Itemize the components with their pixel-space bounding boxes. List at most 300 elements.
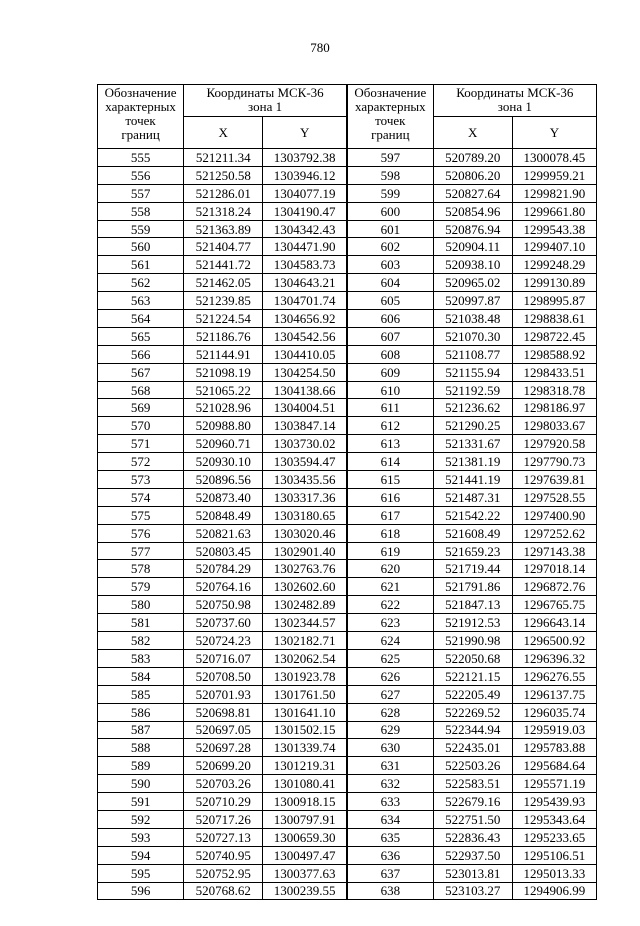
table-row [98, 882, 597, 900]
point-id-cell: 556 [98, 166, 184, 184]
header-coordinates-left [184, 85, 347, 117]
point-id-cell: 589 [98, 757, 184, 775]
point-id-cell: 624 [347, 632, 433, 650]
y-coord-cell: 1296872.76 [512, 578, 596, 596]
y-coord-cell: 1303180.65 [263, 506, 347, 524]
x-coord-cell: 522751.50 [433, 810, 512, 828]
point-id-cell: 583 [98, 649, 184, 667]
point-id-cell: 637 [347, 864, 433, 882]
point-id-cell: 604 [347, 274, 433, 292]
x-coord-cell: 520827.64 [433, 184, 512, 202]
header-text: Координаты МСК-36 [456, 85, 574, 100]
y-coord-cell: 1295233.65 [512, 828, 596, 846]
x-coord-cell: 523103.27 [433, 882, 512, 900]
x-coord-cell: 520873.40 [184, 488, 263, 506]
y-coord-cell: 1304583.73 [263, 256, 347, 274]
x-coord-cell: 520960.71 [184, 435, 263, 453]
point-id-cell: 593 [98, 828, 184, 846]
point-id-cell: 555 [98, 149, 184, 167]
x-coord-cell: 521363.89 [184, 220, 263, 238]
point-id-cell: 638 [347, 882, 433, 900]
x-coord-cell: 522503.26 [433, 757, 512, 775]
y-coord-cell: 1302901.40 [263, 542, 347, 560]
point-id-cell: 591 [98, 793, 184, 811]
x-coord-cell: 522836.43 [433, 828, 512, 846]
x-coord-cell: 522269.52 [433, 703, 512, 721]
y-coord-cell: 1294906.99 [512, 882, 596, 900]
point-id-cell: 597 [347, 149, 433, 167]
point-id-cell: 596 [98, 882, 184, 900]
y-coord-cell: 1301339.74 [263, 739, 347, 757]
x-coord-cell: 520698.81 [184, 703, 263, 721]
header-text: границ [371, 127, 410, 142]
point-id-cell: 616 [347, 488, 433, 506]
x-coord-cell: 520710.29 [184, 793, 263, 811]
y-coord-cell: 1302763.76 [263, 560, 347, 578]
table-row [98, 864, 597, 882]
x-coord-cell: 521381.19 [433, 453, 512, 471]
point-id-cell: 567 [98, 363, 184, 381]
table-row [98, 417, 597, 435]
x-coord-cell: 522679.16 [433, 793, 512, 811]
y-coord-cell: 1297790.73 [512, 453, 596, 471]
x-coord-cell: 520737.60 [184, 614, 263, 632]
point-id-cell: 630 [347, 739, 433, 757]
x-coord-cell: 522050.68 [433, 649, 512, 667]
y-coord-cell: 1303020.46 [263, 524, 347, 542]
point-id-cell: 595 [98, 864, 184, 882]
y-coord-cell: 1300377.63 [263, 864, 347, 882]
x-coord-cell: 520764.16 [184, 578, 263, 596]
x-coord-cell: 520727.13 [184, 828, 263, 846]
point-id-cell: 558 [98, 202, 184, 220]
y-coord-cell: 1299959.21 [512, 166, 596, 184]
x-coord-cell: 522937.50 [433, 846, 512, 864]
point-id-cell: 570 [98, 417, 184, 435]
y-coord-cell: 1304190.47 [263, 202, 347, 220]
y-coord-cell: 1295684.64 [512, 757, 596, 775]
x-coord-cell: 521462.05 [184, 274, 263, 292]
x-coord-cell: 523013.81 [433, 864, 512, 882]
y-coord-cell: 1303946.12 [263, 166, 347, 184]
point-id-cell: 625 [347, 649, 433, 667]
x-coord-cell: 520789.20 [433, 149, 512, 167]
y-coord-cell: 1303435.56 [263, 471, 347, 489]
y-coord-cell: 1297639.81 [512, 471, 596, 489]
y-coord-cell: 1300239.55 [263, 882, 347, 900]
table-row [98, 775, 597, 793]
table-row [98, 524, 597, 542]
header-text: зона 1 [497, 99, 532, 114]
table-row [98, 667, 597, 685]
table-row [98, 274, 597, 292]
x-coord-cell: 520876.94 [433, 220, 512, 238]
x-coord-cell: 521038.48 [433, 310, 512, 328]
x-coord-cell: 521286.01 [184, 184, 263, 202]
table-row [98, 793, 597, 811]
x-coord-cell: 522435.01 [433, 739, 512, 757]
table-row [98, 381, 597, 399]
x-coord-cell: 520784.29 [184, 560, 263, 578]
header-designation-left [98, 85, 184, 149]
point-id-cell: 563 [98, 292, 184, 310]
x-coord-cell: 520708.50 [184, 667, 263, 685]
table-row [98, 184, 597, 202]
table-row [98, 721, 597, 739]
point-id-cell: 612 [347, 417, 433, 435]
header-text: Обозначение [354, 85, 427, 100]
table-row [98, 578, 597, 596]
header-text: Обозначение [104, 85, 177, 100]
table-row [98, 614, 597, 632]
point-id-cell: 635 [347, 828, 433, 846]
point-id-cell: 579 [98, 578, 184, 596]
x-coord-cell: 520803.45 [184, 542, 263, 560]
y-coord-cell: 1301923.78 [263, 667, 347, 685]
table-row [98, 310, 597, 328]
x-coord-cell: 521108.77 [433, 345, 512, 363]
x-coord-cell: 521719.44 [433, 560, 512, 578]
x-coord-cell: 522205.49 [433, 685, 512, 703]
x-coord-cell: 521542.22 [433, 506, 512, 524]
table-row [98, 435, 597, 453]
y-coord-cell: 1301761.50 [263, 685, 347, 703]
y-coord-cell: 1303847.14 [263, 417, 347, 435]
header-text: характерных [105, 99, 176, 114]
point-id-cell: 576 [98, 524, 184, 542]
x-coord-cell: 521028.96 [184, 399, 263, 417]
y-coord-cell: 1298186.97 [512, 399, 596, 417]
x-coord-cell: 521192.59 [433, 381, 512, 399]
y-coord-cell: 1301219.31 [263, 757, 347, 775]
x-coord-cell: 521608.49 [433, 524, 512, 542]
x-coord-cell: 521659.23 [433, 542, 512, 560]
point-id-cell: 574 [98, 488, 184, 506]
header-text: точек [125, 113, 156, 128]
x-coord-cell: 520724.23 [184, 632, 263, 650]
point-id-cell: 622 [347, 596, 433, 614]
y-coord-cell: 1304077.19 [263, 184, 347, 202]
x-coord-cell: 521065.22 [184, 381, 263, 399]
x-coord-cell: 520904.11 [433, 238, 512, 256]
x-coord-cell: 521990.98 [433, 632, 512, 650]
y-coord-cell: 1300659.30 [263, 828, 347, 846]
y-coord-cell: 1298588.92 [512, 345, 596, 363]
y-coord-cell: 1304701.74 [263, 292, 347, 310]
table-row [98, 488, 597, 506]
y-coord-cell: 1304471.90 [263, 238, 347, 256]
point-id-cell: 609 [347, 363, 433, 381]
y-coord-cell: 1300918.15 [263, 793, 347, 811]
y-coord-cell: 1304138.66 [263, 381, 347, 399]
x-coord-cell: 520997.87 [433, 292, 512, 310]
point-id-cell: 568 [98, 381, 184, 399]
y-coord-cell: 1301641.10 [263, 703, 347, 721]
point-id-cell: 628 [347, 703, 433, 721]
point-id-cell: 633 [347, 793, 433, 811]
x-coord-cell: 520716.07 [184, 649, 263, 667]
y-coord-cell: 1304254.50 [263, 363, 347, 381]
table-row [98, 363, 597, 381]
x-coord-cell: 520821.63 [184, 524, 263, 542]
table-row [98, 846, 597, 864]
y-coord-cell: 1298722.45 [512, 327, 596, 345]
y-coord-cell: 1302482.89 [263, 596, 347, 614]
x-coord-cell: 520988.80 [184, 417, 263, 435]
point-id-cell: 577 [98, 542, 184, 560]
y-coord-cell: 1296765.75 [512, 596, 596, 614]
header-designation-right [347, 85, 433, 149]
header-coordinates-right [433, 85, 596, 117]
x-coord-cell: 520938.10 [433, 256, 512, 274]
y-coord-cell: 1295013.33 [512, 864, 596, 882]
point-id-cell: 575 [98, 506, 184, 524]
header-x-left: X [184, 117, 263, 149]
y-coord-cell: 1297920.58 [512, 435, 596, 453]
x-coord-cell: 521250.58 [184, 166, 263, 184]
y-coord-cell: 1299248.29 [512, 256, 596, 274]
header-text: точек [375, 113, 406, 128]
y-coord-cell: 1296276.55 [512, 667, 596, 685]
point-id-cell: 582 [98, 632, 184, 650]
x-coord-cell: 521290.25 [433, 417, 512, 435]
point-id-cell: 561 [98, 256, 184, 274]
point-id-cell: 600 [347, 202, 433, 220]
table-row [98, 256, 597, 274]
y-coord-cell: 1297252.62 [512, 524, 596, 542]
table-row [98, 345, 597, 363]
table-row [98, 202, 597, 220]
y-coord-cell: 1304643.21 [263, 274, 347, 292]
x-coord-cell: 521441.72 [184, 256, 263, 274]
y-coord-cell: 1304004.51 [263, 399, 347, 417]
point-id-cell: 610 [347, 381, 433, 399]
table-row [98, 166, 597, 184]
y-coord-cell: 1302062.54 [263, 649, 347, 667]
x-coord-cell: 521847.13 [433, 596, 512, 614]
point-id-cell: 621 [347, 578, 433, 596]
point-id-cell: 592 [98, 810, 184, 828]
point-id-cell: 605 [347, 292, 433, 310]
y-coord-cell: 1302182.71 [263, 632, 347, 650]
header-text: границ [121, 127, 160, 142]
x-coord-cell: 521404.77 [184, 238, 263, 256]
y-coord-cell: 1296643.14 [512, 614, 596, 632]
x-coord-cell: 520768.62 [184, 882, 263, 900]
y-coord-cell: 1296035.74 [512, 703, 596, 721]
header-text: зона 1 [248, 99, 283, 114]
x-coord-cell: 521155.94 [433, 363, 512, 381]
y-coord-cell: 1300797.91 [263, 810, 347, 828]
x-coord-cell: 520848.49 [184, 506, 263, 524]
point-id-cell: 634 [347, 810, 433, 828]
y-coord-cell: 1297400.90 [512, 506, 596, 524]
header-text: Координаты МСК-36 [206, 85, 324, 100]
x-coord-cell: 520703.26 [184, 775, 263, 793]
y-coord-cell: 1299130.89 [512, 274, 596, 292]
table-row [98, 828, 597, 846]
y-coord-cell: 1295106.51 [512, 846, 596, 864]
y-coord-cell: 1304656.92 [263, 310, 347, 328]
y-coord-cell: 1304410.05 [263, 345, 347, 363]
table-row [98, 685, 597, 703]
point-id-cell: 602 [347, 238, 433, 256]
table-row [98, 220, 597, 238]
y-coord-cell: 1304342.43 [263, 220, 347, 238]
point-id-cell: 587 [98, 721, 184, 739]
point-id-cell: 631 [347, 757, 433, 775]
x-coord-cell: 520752.95 [184, 864, 263, 882]
y-coord-cell: 1300078.45 [512, 149, 596, 167]
coordinates-table [97, 84, 597, 900]
y-coord-cell: 1295783.88 [512, 739, 596, 757]
table-row [98, 596, 597, 614]
y-coord-cell: 1296500.92 [512, 632, 596, 650]
point-id-cell: 615 [347, 471, 433, 489]
point-id-cell: 580 [98, 596, 184, 614]
page-number: 780 [310, 40, 330, 55]
table-row [98, 560, 597, 578]
x-coord-cell: 520930.10 [184, 453, 263, 471]
point-id-cell: 632 [347, 775, 433, 793]
table-row [98, 739, 597, 757]
x-coord-cell: 521791.86 [433, 578, 512, 596]
x-coord-cell: 520717.26 [184, 810, 263, 828]
header-x-right: X [433, 117, 512, 149]
point-id-cell: 569 [98, 399, 184, 417]
point-id-cell: 618 [347, 524, 433, 542]
table-row [98, 327, 597, 345]
table-row [98, 149, 597, 167]
x-coord-cell: 521186.76 [184, 327, 263, 345]
point-id-cell: 627 [347, 685, 433, 703]
x-coord-cell: 520750.98 [184, 596, 263, 614]
point-id-cell: 598 [347, 166, 433, 184]
point-id-cell: 594 [98, 846, 184, 864]
y-coord-cell: 1299543.38 [512, 220, 596, 238]
x-coord-cell: 522583.51 [433, 775, 512, 793]
point-id-cell: 607 [347, 327, 433, 345]
point-id-cell: 562 [98, 274, 184, 292]
table-row [98, 632, 597, 650]
y-coord-cell: 1299821.90 [512, 184, 596, 202]
point-id-cell: 565 [98, 327, 184, 345]
y-coord-cell: 1296137.75 [512, 685, 596, 703]
table-row [98, 453, 597, 471]
table-row [98, 399, 597, 417]
table-row [98, 703, 597, 721]
x-coord-cell: 520965.02 [433, 274, 512, 292]
y-coord-cell: 1298995.87 [512, 292, 596, 310]
y-coord-cell: 1298318.78 [512, 381, 596, 399]
y-coord-cell: 1302344.57 [263, 614, 347, 632]
point-id-cell: 601 [347, 220, 433, 238]
x-coord-cell: 522344.94 [433, 721, 512, 739]
y-coord-cell: 1299661.80 [512, 202, 596, 220]
point-id-cell: 566 [98, 345, 184, 363]
header-y-left: Y [263, 117, 347, 149]
x-coord-cell: 521144.91 [184, 345, 263, 363]
point-id-cell: 617 [347, 506, 433, 524]
y-coord-cell: 1304542.56 [263, 327, 347, 345]
table-row [98, 757, 597, 775]
point-id-cell: 559 [98, 220, 184, 238]
point-id-cell: 585 [98, 685, 184, 703]
x-coord-cell: 521487.31 [433, 488, 512, 506]
point-id-cell: 564 [98, 310, 184, 328]
point-id-cell: 573 [98, 471, 184, 489]
point-id-cell: 572 [98, 453, 184, 471]
y-coord-cell: 1296396.32 [512, 649, 596, 667]
y-coord-cell: 1299407.10 [512, 238, 596, 256]
table-row [98, 471, 597, 489]
x-coord-cell: 521098.19 [184, 363, 263, 381]
x-coord-cell: 520697.05 [184, 721, 263, 739]
y-coord-cell: 1301502.15 [263, 721, 347, 739]
y-coord-cell: 1295439.93 [512, 793, 596, 811]
x-coord-cell: 521331.67 [433, 435, 512, 453]
header-text: характерных [354, 99, 426, 114]
point-id-cell: 586 [98, 703, 184, 721]
point-id-cell: 619 [347, 542, 433, 560]
point-id-cell: 614 [347, 453, 433, 471]
point-id-cell: 603 [347, 256, 433, 274]
x-coord-cell: 521211.34 [184, 149, 263, 167]
y-coord-cell: 1303792.38 [263, 149, 347, 167]
y-coord-cell: 1297018.14 [512, 560, 596, 578]
y-coord-cell: 1297143.38 [512, 542, 596, 560]
x-coord-cell: 520854.96 [433, 202, 512, 220]
x-coord-cell: 520896.56 [184, 471, 263, 489]
table-row [98, 649, 597, 667]
point-id-cell: 588 [98, 739, 184, 757]
point-id-cell: 620 [347, 560, 433, 578]
x-coord-cell: 522121.15 [433, 667, 512, 685]
point-id-cell: 623 [347, 614, 433, 632]
x-coord-cell: 521224.54 [184, 310, 263, 328]
x-coord-cell: 521239.85 [184, 292, 263, 310]
y-coord-cell: 1300497.47 [263, 846, 347, 864]
y-coord-cell: 1298033.67 [512, 417, 596, 435]
point-id-cell: 626 [347, 667, 433, 685]
x-coord-cell: 520701.93 [184, 685, 263, 703]
point-id-cell: 599 [347, 184, 433, 202]
y-coord-cell: 1303317.36 [263, 488, 347, 506]
point-id-cell: 578 [98, 560, 184, 578]
point-id-cell: 629 [347, 721, 433, 739]
x-coord-cell: 520740.95 [184, 846, 263, 864]
table-row [98, 238, 597, 256]
x-coord-cell: 521912.53 [433, 614, 512, 632]
y-coord-cell: 1301080.41 [263, 775, 347, 793]
table-row [98, 810, 597, 828]
point-id-cell: 560 [98, 238, 184, 256]
point-id-cell: 613 [347, 435, 433, 453]
y-coord-cell: 1295919.03 [512, 721, 596, 739]
point-id-cell: 581 [98, 614, 184, 632]
point-id-cell: 636 [347, 846, 433, 864]
x-coord-cell: 521441.19 [433, 471, 512, 489]
point-id-cell: 571 [98, 435, 184, 453]
x-coord-cell: 521236.62 [433, 399, 512, 417]
point-id-cell: 611 [347, 399, 433, 417]
x-coord-cell: 521070.30 [433, 327, 512, 345]
y-coord-cell: 1303730.02 [263, 435, 347, 453]
table-body [98, 149, 597, 900]
x-coord-cell: 520806.20 [433, 166, 512, 184]
point-id-cell: 606 [347, 310, 433, 328]
point-id-cell: 608 [347, 345, 433, 363]
